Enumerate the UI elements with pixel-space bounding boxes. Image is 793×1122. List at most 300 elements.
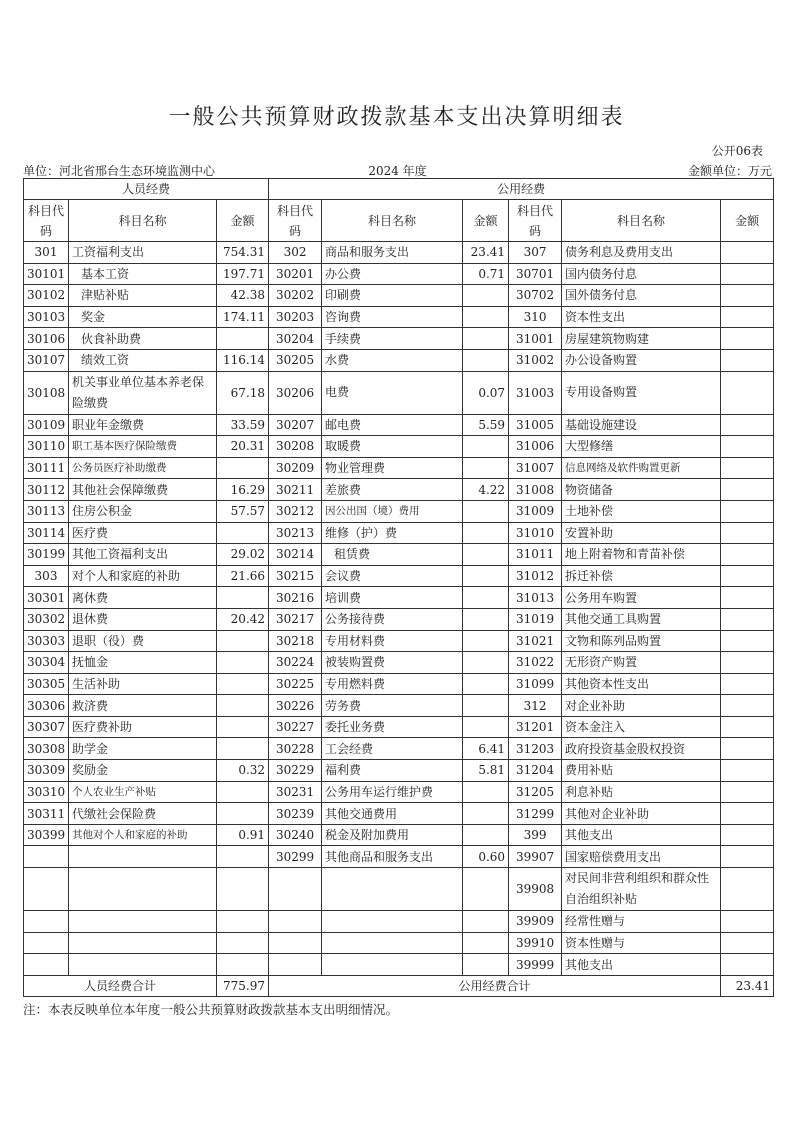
personnel-name: 离休费 [69, 587, 217, 609]
goods-code: 30215 [269, 565, 322, 587]
goods-amount [463, 630, 509, 652]
personnel-code: 30399 [24, 824, 69, 846]
other-code: 31007 [509, 457, 562, 479]
other-amount [721, 738, 774, 760]
goods-code: 30214 [269, 544, 322, 566]
col-header-name: 科目名称 [69, 200, 217, 242]
other-code: 39910 [509, 932, 562, 954]
goods-amount [463, 457, 509, 479]
personnel-amount [217, 781, 269, 803]
other-code: 31013 [509, 587, 562, 609]
col-header-name: 科目名称 [322, 200, 463, 242]
personnel-amount: 57.57 [217, 500, 269, 522]
goods-name: 维修（护）费 [322, 522, 463, 544]
other-name: 办公设备购置 [562, 349, 721, 371]
other-amount [721, 500, 774, 522]
personnel-amount [217, 522, 269, 544]
goods-code: 30203 [269, 306, 322, 328]
personnel-amount: 42.38 [217, 285, 269, 307]
other-amount [721, 285, 774, 307]
goods-name: 公务用车运行维护费 [322, 781, 463, 803]
table-row [24, 868, 774, 911]
other-amount [721, 544, 774, 566]
other-name: 拆迁补偿 [562, 565, 721, 587]
other-name: 公务用车购置 [562, 587, 721, 609]
personnel-code [24, 954, 69, 976]
table-row [24, 544, 774, 566]
other-code: 31299 [509, 803, 562, 825]
table-row [24, 673, 774, 695]
other-code: 307 [509, 242, 562, 264]
unit-label: 单位：河北省邢台生态环境监测中心 [23, 164, 216, 178]
other-name: 资本性支出 [562, 306, 721, 328]
personnel-amount [217, 716, 269, 738]
col-header-amount: 金额 [217, 200, 269, 242]
personnel-code: 303 [24, 565, 69, 587]
table-row [24, 738, 774, 760]
other-amount [721, 911, 774, 933]
personnel-amount: 16.29 [217, 479, 269, 501]
expenditure-table [23, 178, 774, 997]
other-name: 国家赔偿费用支出 [562, 846, 721, 868]
table-row [24, 608, 774, 630]
personnel-name: 抚恤金 [69, 652, 217, 674]
personnel-name: 机关事业单位基本养老保险缴费 [69, 371, 217, 414]
goods-code [269, 868, 322, 911]
personnel-name: 医疗费 [69, 522, 217, 544]
personnel-name: 公务员医疗补助缴费 [69, 457, 217, 479]
other-code: 31204 [509, 760, 562, 782]
personnel-name: 其他社会保障缴费 [69, 479, 217, 501]
personnel-code: 30311 [24, 803, 69, 825]
goods-code: 30217 [269, 608, 322, 630]
table-row [24, 652, 774, 674]
personnel-amount [217, 457, 269, 479]
personnel-name [69, 911, 217, 933]
goods-code: 30231 [269, 781, 322, 803]
personnel-amount [217, 954, 269, 976]
personnel-code: 30114 [24, 522, 69, 544]
other-code: 39907 [509, 846, 562, 868]
personnel-code [24, 846, 69, 868]
goods-name: 印刷费 [322, 285, 463, 307]
personnel-name: 工资福利支出 [69, 242, 217, 264]
goods-code: 30204 [269, 328, 322, 350]
personnel-code: 30302 [24, 608, 69, 630]
personnel-amount [217, 932, 269, 954]
personnel-code: 30106 [24, 328, 69, 350]
goods-name: 税金及附加费用 [322, 824, 463, 846]
other-name: 其他支出 [562, 824, 721, 846]
table-row [24, 436, 774, 458]
goods-code: 30299 [269, 846, 322, 868]
col-header-code: 科目代码 [509, 200, 562, 242]
personnel-name [69, 932, 217, 954]
goods-amount: 0.07 [463, 371, 509, 414]
goods-amount [463, 565, 509, 587]
other-amount [721, 803, 774, 825]
goods-code: 30201 [269, 263, 322, 285]
personnel-code: 30103 [24, 306, 69, 328]
personnel-code: 30307 [24, 716, 69, 738]
other-name: 经常性赠与 [562, 911, 721, 933]
table-row [24, 479, 774, 501]
table-row [24, 760, 774, 782]
goods-amount [463, 522, 509, 544]
other-amount [721, 371, 774, 414]
goods-code: 30225 [269, 673, 322, 695]
other-name: 房屋建筑物购建 [562, 328, 721, 350]
personnel-code: 30310 [24, 781, 69, 803]
other-name: 信息网络及软件购置更新 [562, 457, 721, 479]
goods-code: 30216 [269, 587, 322, 609]
table-row [24, 242, 774, 264]
personnel-code: 30306 [24, 695, 69, 717]
goods-amount [463, 932, 509, 954]
goods-name: 福利费 [322, 760, 463, 782]
table-row [24, 781, 774, 803]
personnel-code: 30108 [24, 371, 69, 414]
other-name: 地上附着物和青苗补偿 [562, 544, 721, 566]
goods-code: 30228 [269, 738, 322, 760]
other-name: 国内债务付息 [562, 263, 721, 285]
goods-amount: 0.71 [463, 263, 509, 285]
goods-name: 手续费 [322, 328, 463, 350]
footnote: 注：本表反映单位本年度一般公共预算财政拨款基本支出明细情况。 [23, 1002, 399, 1017]
goods-code: 30226 [269, 695, 322, 717]
personnel-code: 301 [24, 242, 69, 264]
table-row [24, 263, 774, 285]
personnel-name: 其他对个人和家庭的补助 [69, 824, 217, 846]
personnel-name: 伙食补助费 [69, 328, 217, 350]
other-code: 31203 [509, 738, 562, 760]
goods-code [269, 932, 322, 954]
table-row [24, 846, 774, 868]
goods-name: 物业管理费 [322, 457, 463, 479]
other-code: 39909 [509, 911, 562, 933]
goods-name [322, 911, 463, 933]
personnel-amount [217, 738, 269, 760]
goods-name: 因公出国（境）费用 [322, 500, 463, 522]
table-row [24, 803, 774, 825]
other-code: 30701 [509, 263, 562, 285]
personnel-amount: 20.42 [217, 608, 269, 630]
goods-amount [463, 781, 509, 803]
other-code: 312 [509, 695, 562, 717]
goods-amount [463, 608, 509, 630]
other-code: 31099 [509, 673, 562, 695]
goods-code: 30240 [269, 824, 322, 846]
personnel-code: 30102 [24, 285, 69, 307]
goods-code: 30202 [269, 285, 322, 307]
personnel-amount [217, 695, 269, 717]
goods-code: 30205 [269, 349, 322, 371]
goods-name [322, 868, 463, 911]
personnel-amount [217, 328, 269, 350]
personnel-amount: 174.11 [217, 306, 269, 328]
goods-code: 30207 [269, 414, 322, 436]
other-amount [721, 781, 774, 803]
other-code: 31010 [509, 522, 562, 544]
personnel-code: 30304 [24, 652, 69, 674]
personnel-amount: 197.71 [217, 263, 269, 285]
goods-name: 培训费 [322, 587, 463, 609]
goods-amount [463, 803, 509, 825]
goods-amount: 5.81 [463, 760, 509, 782]
other-amount [721, 565, 774, 587]
personnel-amount [217, 868, 269, 911]
goods-amount [463, 349, 509, 371]
table-row [24, 500, 774, 522]
personnel-amount: 0.91 [217, 824, 269, 846]
goods-code: 30239 [269, 803, 322, 825]
other-amount [721, 608, 774, 630]
other-code: 31006 [509, 436, 562, 458]
goods-name: 租赁费 [322, 544, 463, 566]
personnel-total-label: 人员经费合计 [24, 975, 217, 997]
other-code: 399 [509, 824, 562, 846]
col-header-amount: 金额 [463, 200, 509, 242]
other-amount [721, 824, 774, 846]
other-name: 基础设施建设 [562, 414, 721, 436]
other-code: 310 [509, 306, 562, 328]
public-total-amount: 23.41 [721, 975, 774, 997]
goods-name: 商品和服务支出 [322, 242, 463, 264]
group-header-personnel: 人员经费 [24, 179, 269, 200]
goods-amount: 0.60 [463, 846, 509, 868]
personnel-amount: 29.02 [217, 544, 269, 566]
other-amount [721, 587, 774, 609]
other-name: 文物和陈列品购置 [562, 630, 721, 652]
other-name: 大型修缮 [562, 436, 721, 458]
personnel-name: 退职（役）费 [69, 630, 217, 652]
personnel-name: 对个人和家庭的补助 [69, 565, 217, 587]
personnel-code: 30101 [24, 263, 69, 285]
goods-name: 其他交通费用 [322, 803, 463, 825]
personnel-code [24, 932, 69, 954]
other-amount [721, 436, 774, 458]
personnel-amount [217, 630, 269, 652]
other-code: 31012 [509, 565, 562, 587]
other-amount [721, 328, 774, 350]
personnel-name: 职业年金缴费 [69, 414, 217, 436]
col-header-name: 科目名称 [562, 200, 721, 242]
personnel-name: 助学金 [69, 738, 217, 760]
personnel-total-amount: 775.97 [217, 975, 269, 997]
goods-code: 30209 [269, 457, 322, 479]
goods-code: 30213 [269, 522, 322, 544]
personnel-code: 30301 [24, 587, 69, 609]
personnel-name: 基本工资 [69, 263, 217, 285]
other-name: 资本金注入 [562, 716, 721, 738]
other-name: 费用补贴 [562, 760, 721, 782]
personnel-name [69, 868, 217, 911]
goods-name: 水费 [322, 349, 463, 371]
public-total-label: 公用经费合计 [269, 975, 721, 997]
table-row [24, 328, 774, 350]
table-number: 公开06表 [711, 144, 763, 158]
other-amount [721, 868, 774, 911]
goods-name: 被装购置费 [322, 652, 463, 674]
goods-code: 30224 [269, 652, 322, 674]
goods-code: 30212 [269, 500, 322, 522]
personnel-name: 职工基本医疗保险缴费 [69, 436, 217, 458]
other-name: 其他交通工具购置 [562, 608, 721, 630]
personnel-amount: 0.32 [217, 760, 269, 782]
goods-amount [463, 911, 509, 933]
table-row [24, 349, 774, 371]
goods-amount [463, 954, 509, 976]
year-label: 2024 年度 [368, 164, 427, 178]
other-amount [721, 932, 774, 954]
table-row [24, 565, 774, 587]
other-name: 无形资产购置 [562, 652, 721, 674]
other-code: 31005 [509, 414, 562, 436]
other-code: 39908 [509, 868, 562, 911]
goods-amount [463, 652, 509, 674]
other-code: 31003 [509, 371, 562, 414]
other-amount [721, 652, 774, 674]
other-amount [721, 846, 774, 868]
other-code: 31021 [509, 630, 562, 652]
other-code: 31022 [509, 652, 562, 674]
other-amount [721, 306, 774, 328]
personnel-name: 代缴社会保险费 [69, 803, 217, 825]
personnel-code: 30303 [24, 630, 69, 652]
goods-code: 30227 [269, 716, 322, 738]
goods-name [322, 954, 463, 976]
table-row [24, 285, 774, 307]
other-amount [721, 760, 774, 782]
goods-name: 差旅费 [322, 479, 463, 501]
table-row [24, 306, 774, 328]
other-name: 物资储备 [562, 479, 721, 501]
group-header-row [24, 179, 774, 200]
goods-name: 咨询费 [322, 306, 463, 328]
personnel-code: 30111 [24, 457, 69, 479]
other-amount [721, 695, 774, 717]
personnel-amount [217, 587, 269, 609]
personnel-name [69, 954, 217, 976]
other-code: 31009 [509, 500, 562, 522]
personnel-name: 救济费 [69, 695, 217, 717]
personnel-amount: 116.14 [217, 349, 269, 371]
other-amount [721, 954, 774, 976]
personnel-code [24, 868, 69, 911]
money-unit-label: 金额单位：万元 [687, 164, 772, 178]
personnel-name: 个人农业生产补贴 [69, 781, 217, 803]
goods-amount [463, 868, 509, 911]
col-header-code: 科目代码 [269, 200, 322, 242]
goods-name [322, 932, 463, 954]
personnel-name: 奖金 [69, 306, 217, 328]
personnel-code: 30308 [24, 738, 69, 760]
table-row [24, 587, 774, 609]
goods-amount [463, 306, 509, 328]
other-code: 30702 [509, 285, 562, 307]
personnel-name [69, 846, 217, 868]
table-row [24, 911, 774, 933]
personnel-name: 其他工资福利支出 [69, 544, 217, 566]
personnel-amount: 754.31 [217, 242, 269, 264]
goods-name: 劳务费 [322, 695, 463, 717]
col-header-code: 科目代码 [24, 200, 69, 242]
goods-amount [463, 587, 509, 609]
other-code: 39999 [509, 954, 562, 976]
goods-amount [463, 436, 509, 458]
other-amount [721, 457, 774, 479]
goods-name: 会议费 [322, 565, 463, 587]
other-code: 31001 [509, 328, 562, 350]
personnel-code: 30309 [24, 760, 69, 782]
personnel-amount [217, 846, 269, 868]
group-header-public: 公用经费 [269, 179, 774, 200]
personnel-name: 医疗费补助 [69, 716, 217, 738]
goods-code: 30218 [269, 630, 322, 652]
goods-code: 30208 [269, 436, 322, 458]
goods-code: 302 [269, 242, 322, 264]
table-row [24, 716, 774, 738]
goods-name: 其他商品和服务支出 [322, 846, 463, 868]
personnel-code: 30199 [24, 544, 69, 566]
goods-name: 工会经费 [322, 738, 463, 760]
other-name: 对企业补助 [562, 695, 721, 717]
table-row [24, 824, 774, 846]
goods-code: 30229 [269, 760, 322, 782]
table-row [24, 414, 774, 436]
personnel-amount: 33.59 [217, 414, 269, 436]
personnel-name: 津贴补贴 [69, 285, 217, 307]
personnel-amount: 67.18 [217, 371, 269, 414]
goods-name: 办公费 [322, 263, 463, 285]
goods-amount [463, 716, 509, 738]
other-name: 其他对企业补助 [562, 803, 721, 825]
personnel-amount [217, 652, 269, 674]
goods-amount [463, 824, 509, 846]
other-amount [721, 349, 774, 371]
personnel-name: 生活补助 [69, 673, 217, 695]
other-amount [721, 242, 774, 264]
other-code: 31201 [509, 716, 562, 738]
other-name: 其他资本性支出 [562, 673, 721, 695]
other-amount [721, 479, 774, 501]
personnel-amount [217, 803, 269, 825]
goods-name: 取暖费 [322, 436, 463, 458]
other-name: 安置补助 [562, 522, 721, 544]
goods-amount [463, 695, 509, 717]
goods-amount: 23.41 [463, 242, 509, 264]
personnel-name: 住房公积金 [69, 500, 217, 522]
totals-row [24, 975, 774, 997]
goods-amount [463, 500, 509, 522]
column-header-row [24, 200, 774, 242]
goods-amount: 6.41 [463, 738, 509, 760]
goods-amount: 5.59 [463, 414, 509, 436]
page-title: 一般公共预算财政拨款基本支出决算明细表 [168, 105, 625, 130]
other-code: 31011 [509, 544, 562, 566]
table-row [24, 695, 774, 717]
personnel-code: 30110 [24, 436, 69, 458]
other-code: 31205 [509, 781, 562, 803]
goods-name: 专用燃料费 [322, 673, 463, 695]
personnel-code: 30107 [24, 349, 69, 371]
col-header-amount: 金额 [721, 200, 774, 242]
other-name: 利息补贴 [562, 781, 721, 803]
other-code: 31002 [509, 349, 562, 371]
personnel-code [24, 911, 69, 933]
other-code: 31019 [509, 608, 562, 630]
other-name: 资本性赠与 [562, 932, 721, 954]
